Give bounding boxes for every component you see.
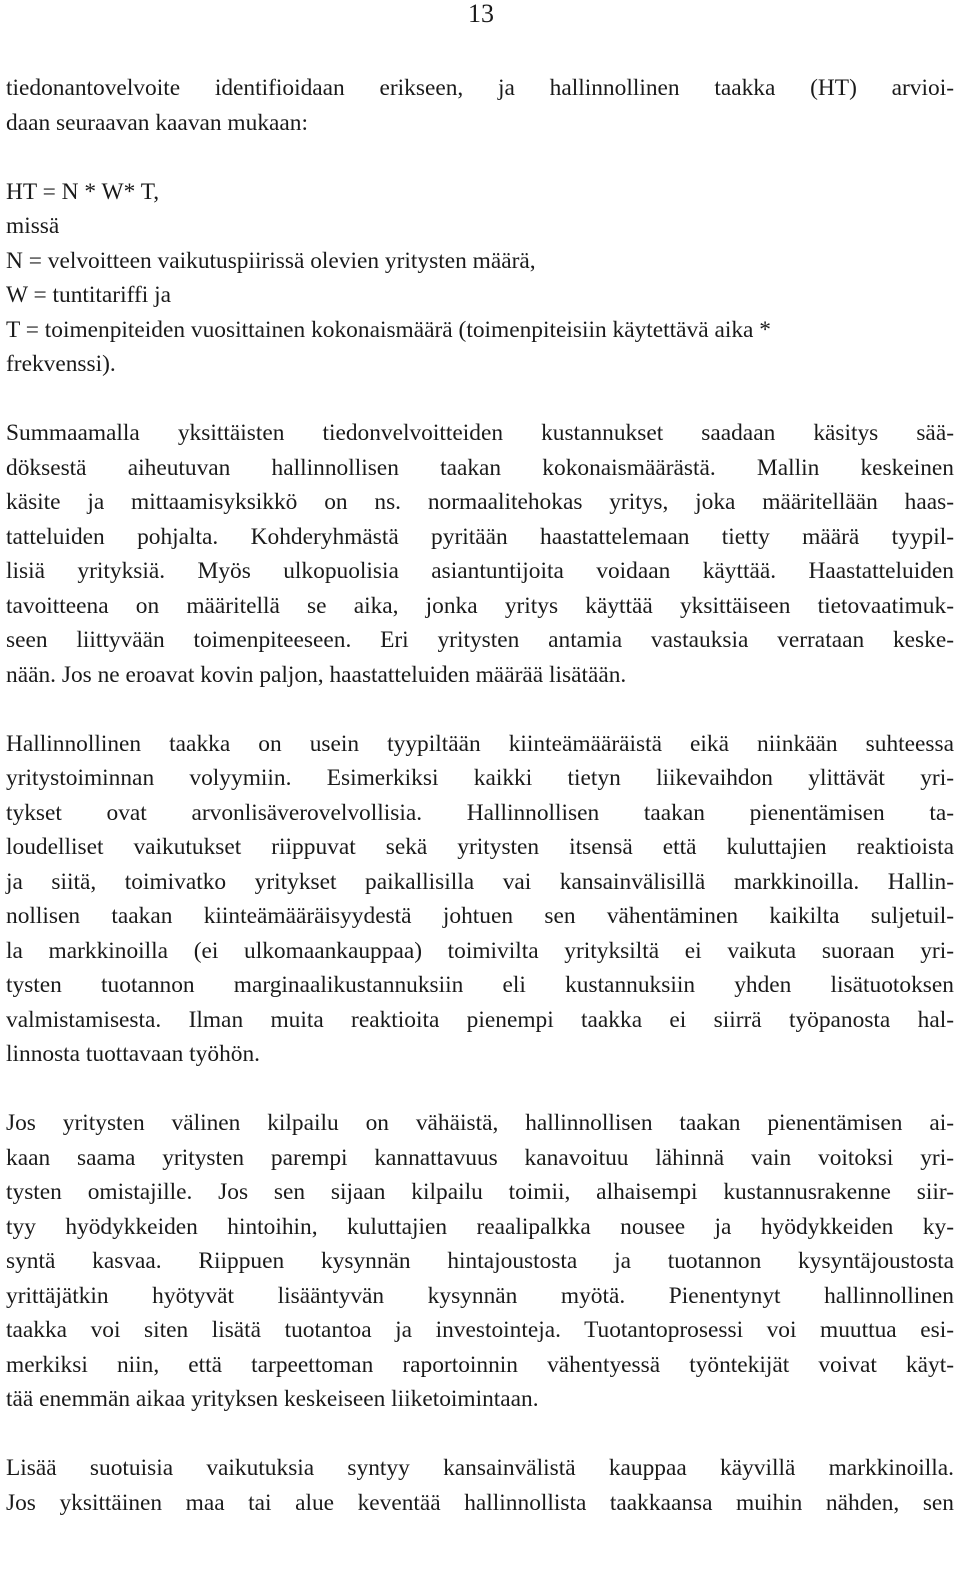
paragraph-gap — [6, 1072, 954, 1107]
text-line: tysten omistajille. Jos sen sijaan kilpailu toimii, alhaisempi kustannusrakenne siir- — [6, 1179, 954, 1205]
formula-line: HT = N * W* T, — [6, 178, 160, 205]
text-line: taakka voi siten lisätä tuotantoa ja investointeja. Tuotantoprosessi voi muuttua esi- — [6, 1317, 954, 1343]
text-line: tyy hyödykkeiden hintoihin, kuluttajien reaalipalkka nousee ja hyödykkeiden ky- — [6, 1213, 954, 1240]
text-line: linnosta tuottavaan työhön. — [6, 1041, 261, 1067]
text-line: loudelliset vaikutukset riippuvat sekä yritysten itsensä että kuluttajien reaktioista — [6, 834, 954, 860]
text-line: kaan saama yritysten parempi kannattavuus kanavoituu lähinnä vain voitoksi yri- — [6, 1144, 954, 1171]
paragraph-gap — [6, 1417, 954, 1452]
text-line: la markkinoilla (ei ulkomaankauppaa) toimivilta yrityksiltä ei vaikuta suoraan yri- — [6, 937, 954, 964]
text-line: Jos yritysten välinen kilpailu on vähäistä, hallinnollisen taakan pienentämisen ai- — [6, 1110, 954, 1136]
paragraph-4 — [6, 1451, 954, 1520]
text-line: Hallinnollinen taakka on usein tyypiltään kiinteämääräistä eikä niinkään suhteessa — [6, 730, 954, 757]
paragraph-gap — [6, 692, 954, 727]
text-line: merkiksi niin, että tarpeettoman raportoinnin vähentyessä työntekijät voivat käyt- — [6, 1351, 954, 1378]
paragraph-1 — [6, 416, 954, 692]
text-line: syntä kasvaa. Riippuen kysynnän hintajoustosta ja tuotannon kysyntäjoustosta — [6, 1248, 954, 1274]
text-line: döksestä aiheutuvan hallinnollisen taakan kokonaismäärästä. Mallin keskeinen — [6, 454, 954, 481]
text-line: nään. Jos ne eroavat kovin paljon, haastatteluiden määrää lisätään. — [6, 661, 627, 688]
text-line: tää enemmän aikaa yrityksen keskeiseen liiketoimintaan. — [6, 1386, 539, 1412]
text-line: lisiä yrityksiä. Myös ulkopuolisia asiantuntijoita voidaan käyttää. Haastatteluiden — [6, 558, 954, 584]
text-line: valmistamisesta. Ilman muita reaktioita pienempi taakka ei siirrä työpanosta hal- — [6, 1006, 954, 1033]
text-line: tiedonantovelvoite identifioidaan erikseen, ja hallinnollinen taakka (HT) arvioi- — [6, 75, 954, 101]
text-line: tysten tuotannon marginaalikustannuksiin eli kustannuksiin yhden lisätuotoksen — [6, 972, 954, 998]
formula-line: frekvenssi). — [6, 351, 116, 377]
paragraph-3 — [6, 1106, 954, 1417]
text-line: tatteluiden pohjalta. Kohderyhmästä pyritään haastattelemaan tietty määrä tyypil- — [6, 523, 954, 550]
paragraph-gap — [6, 382, 954, 417]
intro-paragraph — [6, 71, 954, 140]
text-line: daan seuraavan kaavan mukaan: — [6, 109, 308, 136]
document-body — [6, 71, 954, 1520]
text-line: Jos yksittäinen maa tai alue keventää hallinnollista taakkaansa muihin nähden, sen — [6, 1489, 954, 1516]
formula-line: W = tuntitariffi ja — [6, 282, 171, 308]
formula-line: N = velvoitteen vaikutuspiirissä olevien yritysten määrä, — [6, 247, 536, 274]
formula-block — [6, 175, 954, 382]
text-line: tavoitteena on määritellä se aika, jonka yritys käyttää yksittäiseen tietovaatimuk- — [6, 592, 954, 619]
text-line: seen liittyvään toimenpiteeseen. Eri yritysten antamia vastauksia verrataan keske- — [6, 627, 954, 653]
formula-line: missä — [6, 213, 60, 239]
text-line: Summaamalla yksittäisten tiedonvelvoitteiden kustannukset saadaan käsitys sää- — [6, 420, 954, 446]
text-line: yrittäjätkin hyötyvät lisääntyvän kysynnän myötä. Pienentynyt hallinnollinen — [6, 1282, 954, 1309]
page-number: 13 — [468, 0, 494, 28]
formula-line: T = toimenpiteiden vuosittainen kokonaismäärä (toimenpiteisiin käytettävä aika * — [6, 316, 771, 343]
text-line: nollisen taakan kiinteämääräisyydestä johtuen sen vähentäminen kaikilta suljetuil- — [6, 903, 954, 929]
text-line: käsite ja mittaamisyksikkö on ns. normaalitehokas yritys, joka määritellään haas- — [6, 489, 954, 515]
text-line: Lisää suotuisia vaikutuksia syntyy kansainvälistä kauppaa käyvillä markkinoilla. — [6, 1455, 954, 1481]
paragraph-2 — [6, 727, 954, 1072]
paragraph-gap — [6, 140, 954, 175]
text-line: ja siitä, toimivatko yritykset paikallisilla vai kansainvälisillä markkinoilla. Hallin- — [6, 868, 954, 895]
text-line: tykset ovat arvonlisäverovelvollisia. Hallinnollisen taakan pienentämisen ta- — [6, 799, 954, 826]
text-line: yritystoiminnan volyymiin. Esimerkiksi kaikki tietyn liikevaihdon ylittävät yri- — [6, 765, 954, 791]
